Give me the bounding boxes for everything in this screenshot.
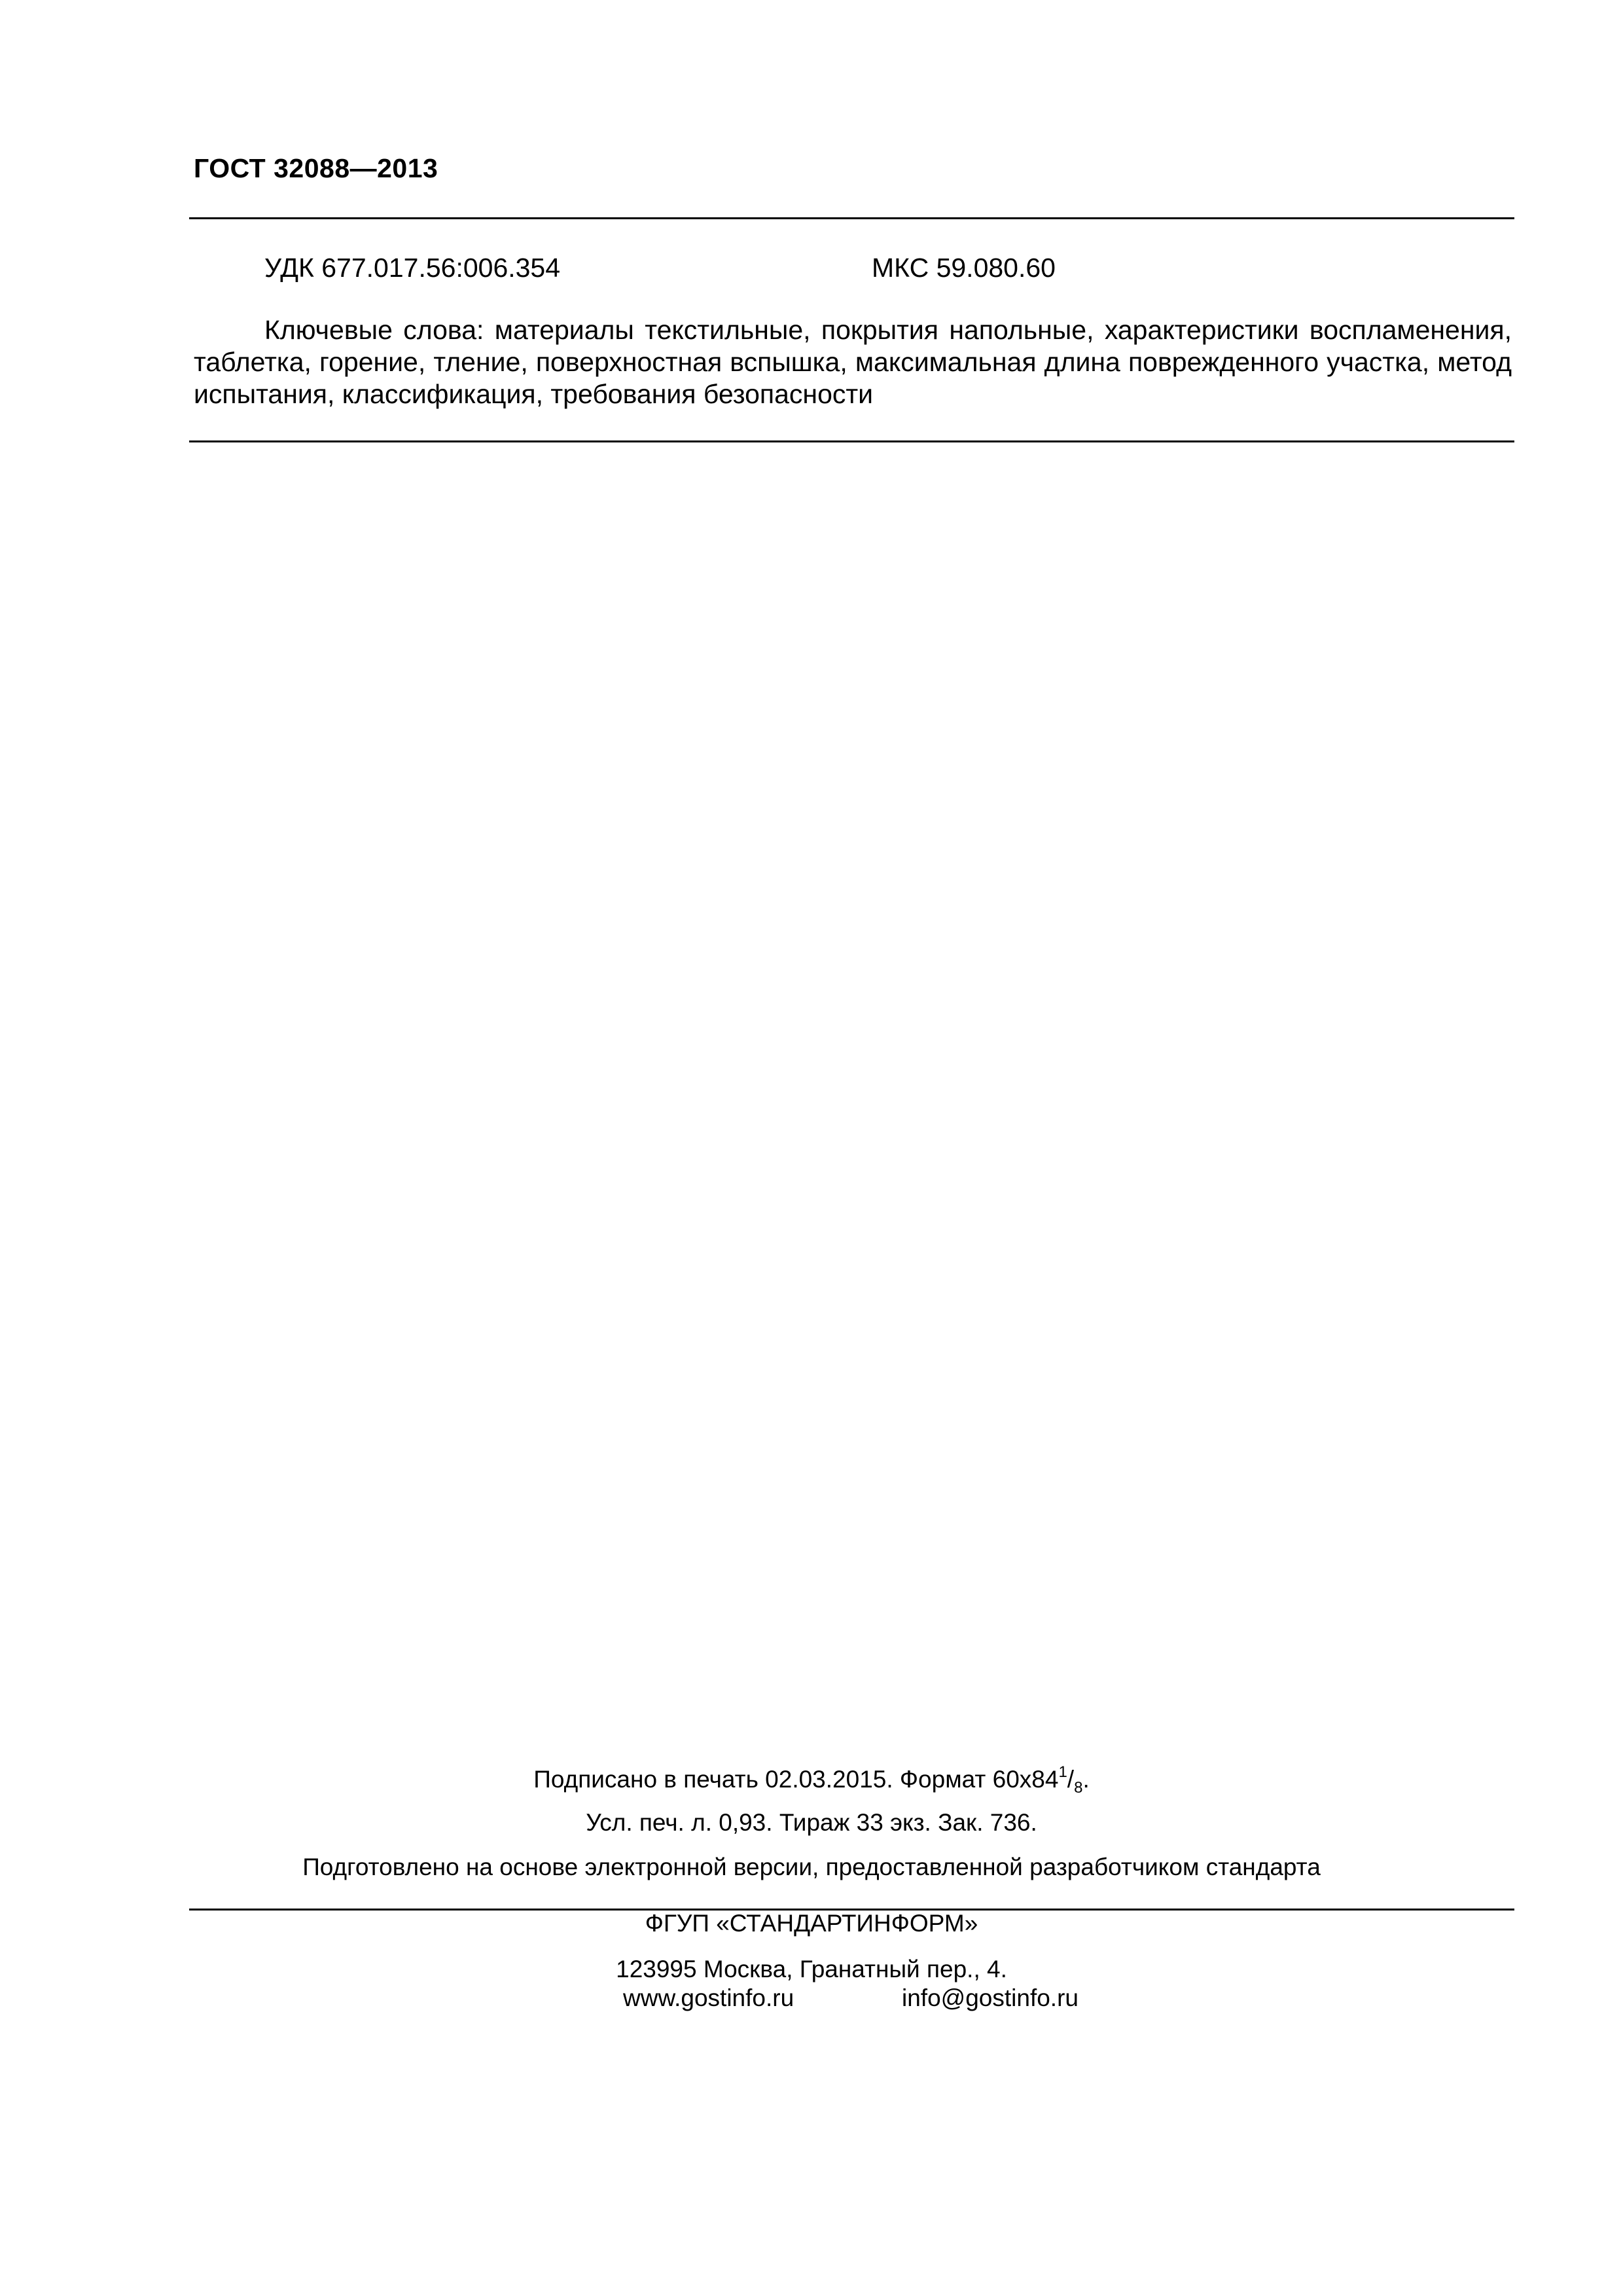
udk-code: УДК 677.017.56:006.354 <box>264 253 561 283</box>
format-numerator: 1 <box>1058 1763 1067 1781</box>
keywords-divider <box>189 440 1514 442</box>
format-slash: / <box>1067 1766 1075 1793</box>
publisher-email: info@gostinfo.ru <box>902 1984 1079 2011</box>
mks-code: МКС 59.080.60 <box>872 253 1056 283</box>
format-denominator: 8 <box>1074 1779 1083 1797</box>
keywords-paragraph: Ключевые слова: материалы текстильные, покрытия напольные, характеристики воспламенения, таблетка, горение, тление, поверхностная вспышка, максимальная длина поврежденного участка, метод испытания, классификация, требования безопасности <box>194 315 1512 409</box>
format-suffix: . <box>1082 1766 1090 1793</box>
signed-for-print-text: Подписано в печать 02.03.2015. Формат 60x84 <box>533 1766 1059 1793</box>
publisher-name: ФГУП «СТАНДАРТИНФОРМ» <box>645 1910 978 1937</box>
print-info-line: Усл. печ. л. 0,93. Тираж 33 экз. Зак. 736. <box>586 1809 1037 1836</box>
top-divider <box>189 217 1514 219</box>
publisher-website: www.gostinfo.ru <box>623 1984 794 2011</box>
publisher-address: 123995 Москва, Гранатный пер., 4. <box>616 1956 1007 1982</box>
document-code: ГОСТ 32088—2013 <box>194 153 438 183</box>
prepared-note: Подготовлено на основе электронной версии, предоставленной разработчиком стандарта <box>302 1854 1321 1880</box>
signed-for-print-line <box>0 1763 1623 1797</box>
